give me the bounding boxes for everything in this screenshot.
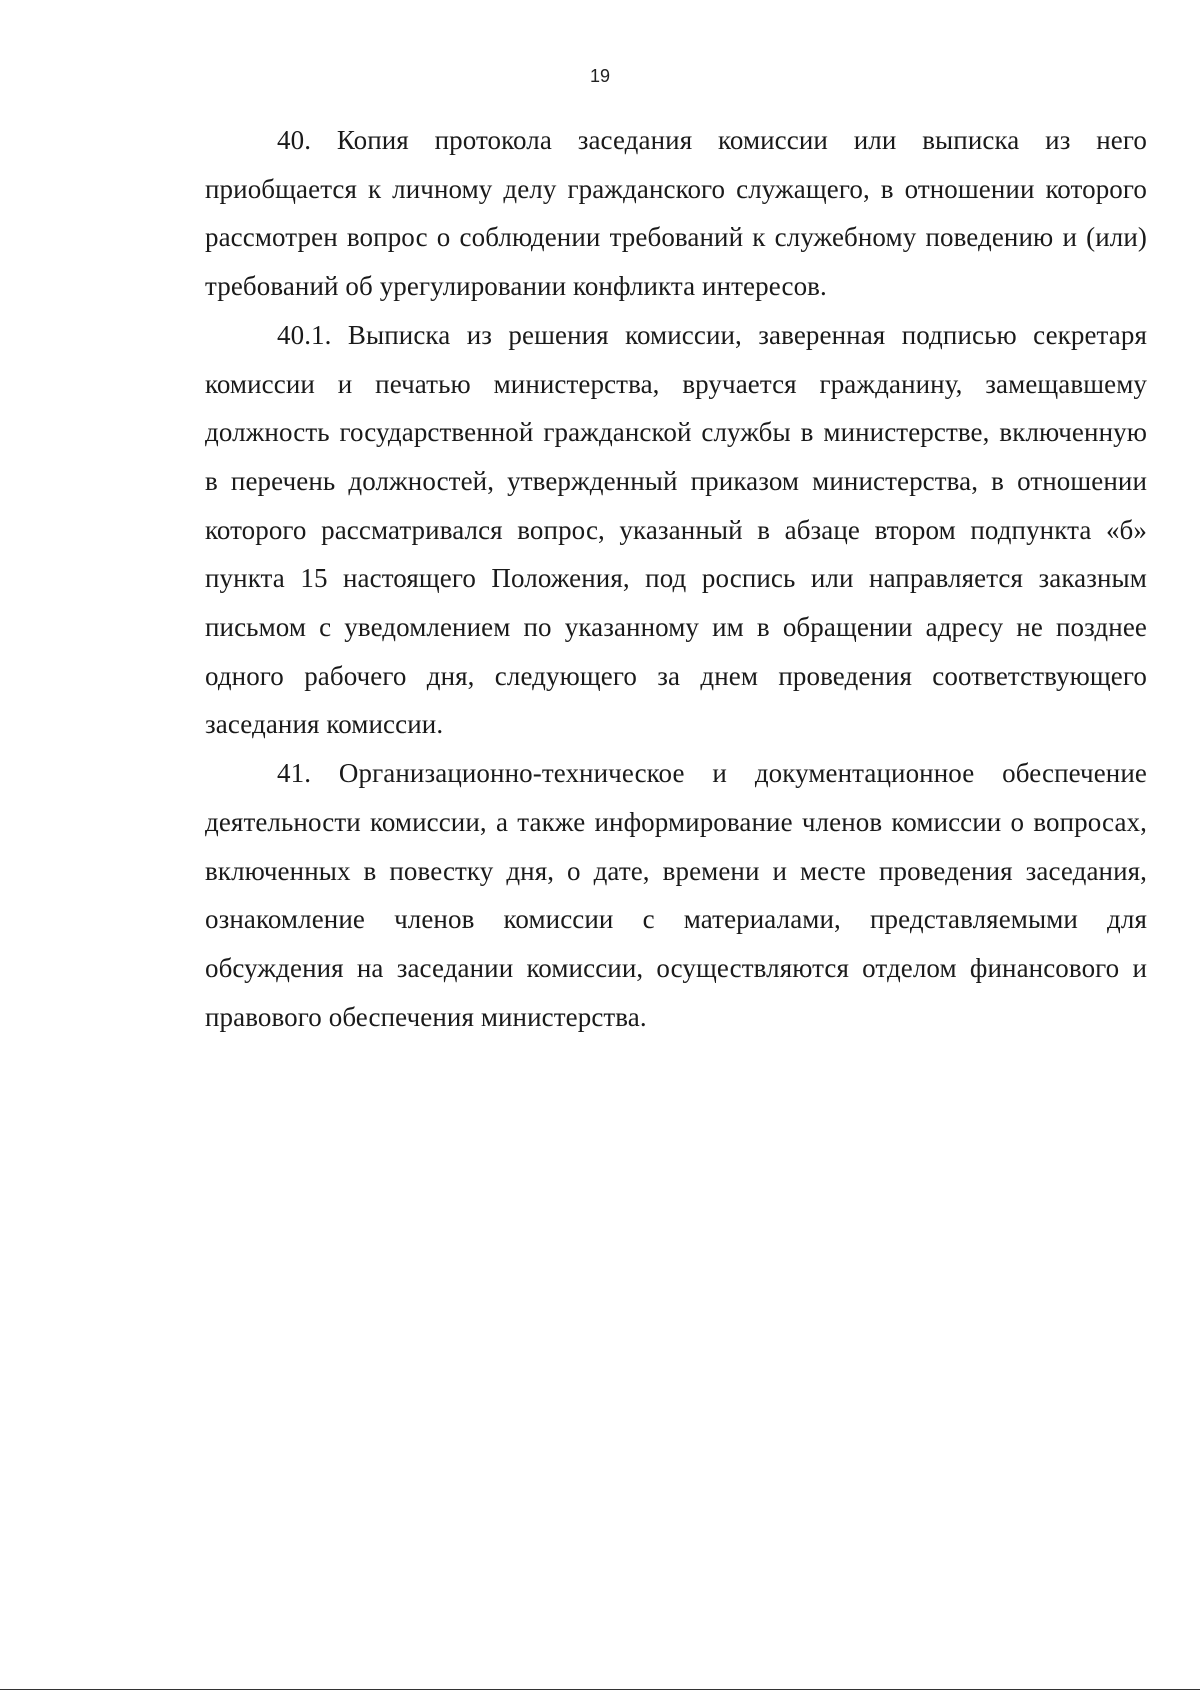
paragraph-40-1: 40.1. Выписка из решения комиссии, заверенная подписью секретаря комиссии и печатью министерства, вручается гражданину, замещавшему должность государственной гражданской службы в министерстве, включенную в перечень должностей, утвержденный приказом министерства, в отношении которого рассматривался вопрос, указанный в абзаце втором подпункта «б» пункта 15 настоящего Положения, под роспись или направляется заказным письмом с уведомлением по указанному им в обращении адресу не позднее одного рабочего дня, следующего за днем проведения соответствующего заседания комиссии. [205,319,1147,740]
paragraph-40: 40. Копия протокола заседания комиссии или выписка из него приобщается к личному делу гражданского служащего, в отношении которого рассмотрен вопрос о соблюдении требований к служебному поведению и (или) требований об урегулировании конфликта интересов. [205,125,1147,302]
page-number: 19 [589,66,611,86]
document-body [205,116,1147,1041]
paragraph-41: 41. Организационно-техническое и документационное обеспечение деятельности комиссии, а также информирование членов комиссии о вопросах, включенных в повестку дня, о дате, времени и месте проведения заседания, ознакомление членов комиссии с материалами, представляемыми для обсуждения на заседании комиссии, осуществляются отделом финансового и правового обеспечения министерства. [205,758,1147,1032]
page-bottom-edge-line [0,1689,1200,1690]
